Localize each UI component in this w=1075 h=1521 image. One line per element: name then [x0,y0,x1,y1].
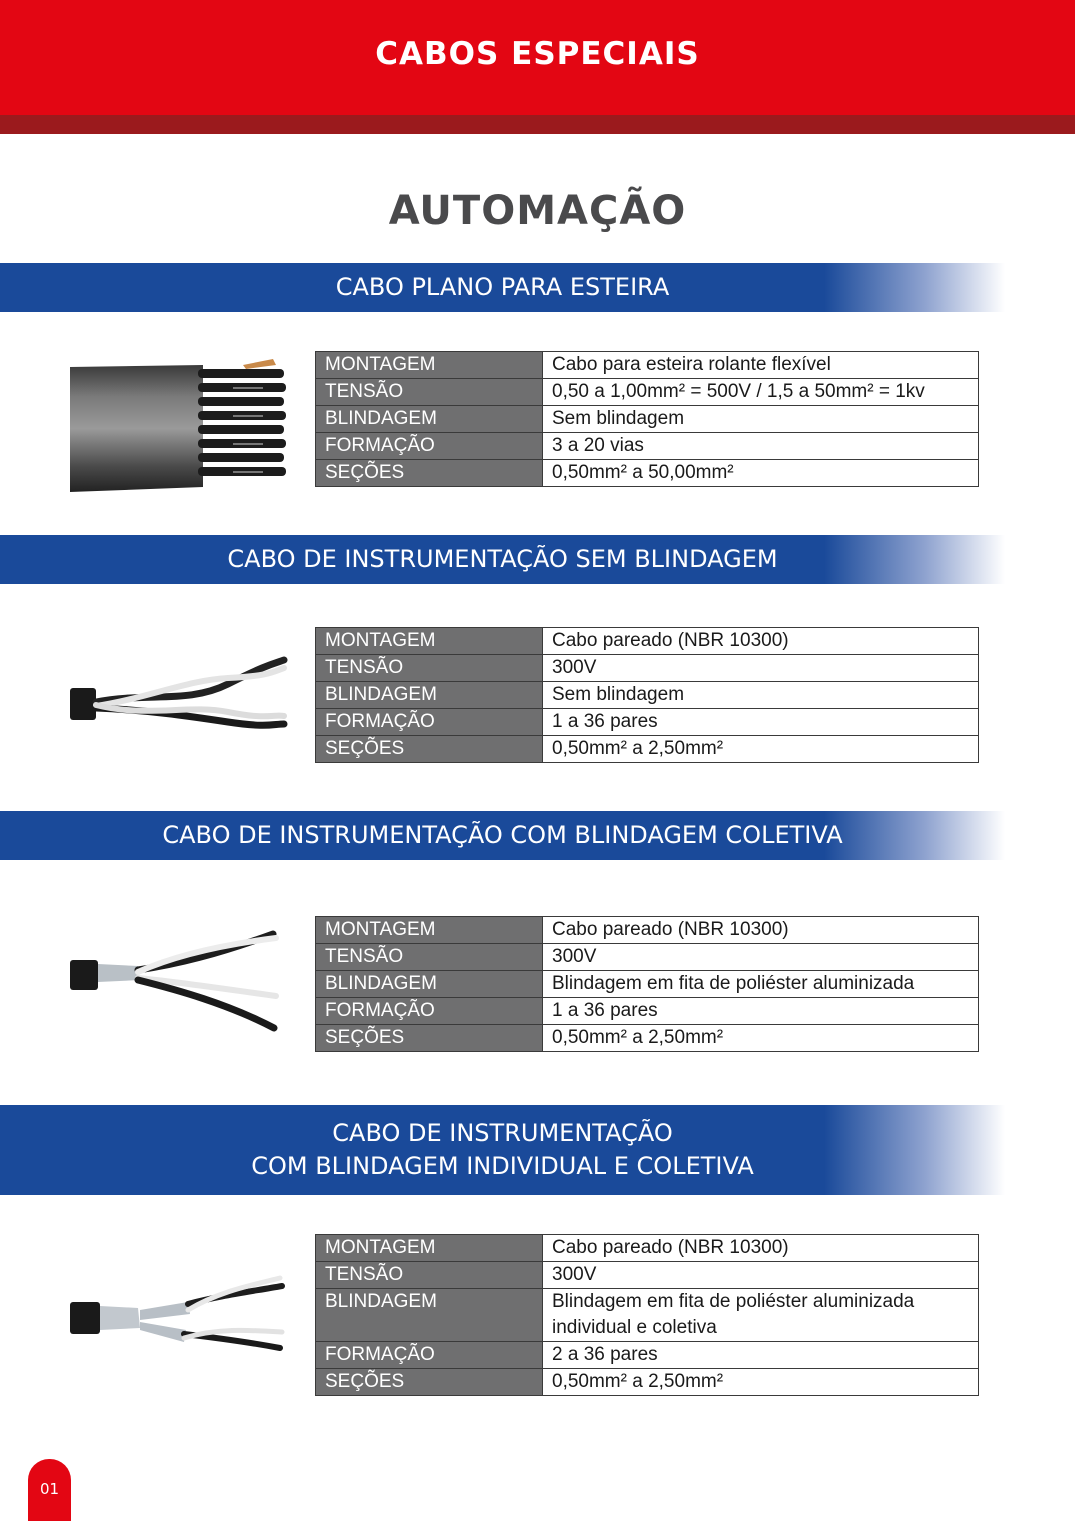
header-shadow-strip [0,115,1075,134]
paired-cable-image [68,650,288,740]
table-row [316,352,979,379]
spec-label: FORMAÇÃO [316,998,543,1025]
spec-value: Sem blindagem [543,406,979,433]
table-row [316,1369,979,1396]
table-row [316,1289,979,1342]
spec-label: BLINDAGEM [316,971,543,998]
spec-label: SEÇÕES [316,460,543,487]
spec-value: 3 a 20 vias [543,433,979,460]
product-name: CABO DE INSTRUMENTAÇÃO SEM BLINDAGEM [227,545,778,573]
spec-value: Cabo pareado (NBR 10300) [543,1235,979,1262]
product-name: CABO DE INSTRUMENTAÇÃO COM BLINDAGEM COLETIVA [162,821,843,849]
spec-table [315,916,979,1052]
spec-value: 300V [543,944,979,971]
spec-label: BLINDAGEM [316,1289,543,1342]
table-row [316,736,979,763]
spec-label: MONTAGEM [316,1235,543,1262]
spec-value: 1 a 36 pares [543,998,979,1025]
table-row [316,406,979,433]
spec-value-line-2: individual e coletiva [552,1317,717,1338]
spec-label: TENSÃO [316,1262,543,1289]
shielded-cable-image [68,924,288,1039]
individually-shielded-cable-image [68,1268,288,1373]
table-row [316,1025,979,1052]
product-band [0,263,1005,312]
spec-value: 300V [543,1262,979,1289]
product-band [0,535,1005,584]
product-name: CABO PLANO PARA ESTEIRA [335,273,670,301]
spec-value-line-1: Blindagem em fita de poliéster aluminizada [552,1291,915,1312]
table-row [316,655,979,682]
spec-label: TENSÃO [316,944,543,971]
spec-value: Cabo pareado (NBR 10300) [543,917,979,944]
table-row [316,628,979,655]
spec-label: TENSÃO [316,379,543,406]
spec-value: Cabo pareado (NBR 10300) [543,628,979,655]
table-row [316,998,979,1025]
table-row [316,1342,979,1369]
spec-table [315,351,979,487]
spec-label: FORMAÇÃO [316,433,543,460]
section-title: AUTOMAÇÃO [388,188,687,234]
spec-label: BLINDAGEM [316,682,543,709]
flat-cable-image [68,355,288,495]
spec-label: MONTAGEM [316,917,543,944]
spec-label: FORMAÇÃO [316,709,543,736]
table-row [316,460,979,487]
spec-label: FORMAÇÃO [316,1342,543,1369]
product-name-line-1: CABO DE INSTRUMENTAÇÃO [332,1119,673,1147]
spec-value: Blindagem em fita de poliéster aluminizada [543,971,979,998]
spec-value: 0,50mm² a 2,50mm² [543,1369,979,1396]
table-row [316,971,979,998]
spec-value: Sem blindagem [543,682,979,709]
spec-label: MONTAGEM [316,628,543,655]
table-row [316,379,979,406]
spec-value [543,1289,979,1342]
product-band [0,811,1005,860]
spec-label: TENSÃO [316,655,543,682]
page-number: 01 [39,1480,60,1498]
product-band [0,1105,1005,1195]
header-title: CABOS ESPECIAIS [375,36,700,72]
spec-value: 0,50mm² a 2,50mm² [543,736,979,763]
spec-table [315,1234,979,1396]
spec-value: 1 a 36 pares [543,709,979,736]
spec-label: SEÇÕES [316,736,543,763]
table-row [316,682,979,709]
spec-label: MONTAGEM [316,352,543,379]
product-name-line-2: COM BLINDAGEM INDIVIDUAL E COLETIVA [251,1152,754,1180]
spec-label: BLINDAGEM [316,406,543,433]
table-row [316,1262,979,1289]
table-row [316,1235,979,1262]
spec-value: 0,50mm² a 50,00mm² [543,460,979,487]
spec-value: 300V [543,655,979,682]
spec-value: 0,50mm² a 2,50mm² [543,1025,979,1052]
spec-table [315,627,979,763]
spec-value: 0,50 a 1,00mm² = 500V / 1,5 a 50mm² = 1kv [543,379,979,406]
table-row [316,709,979,736]
spec-value: 2 a 36 pares [543,1342,979,1369]
table-row [316,944,979,971]
spec-label: SEÇÕES [316,1025,543,1052]
table-row [316,917,979,944]
spec-label: SEÇÕES [316,1369,543,1396]
table-row [316,433,979,460]
spec-value: Cabo para esteira rolante flexível [543,352,979,379]
